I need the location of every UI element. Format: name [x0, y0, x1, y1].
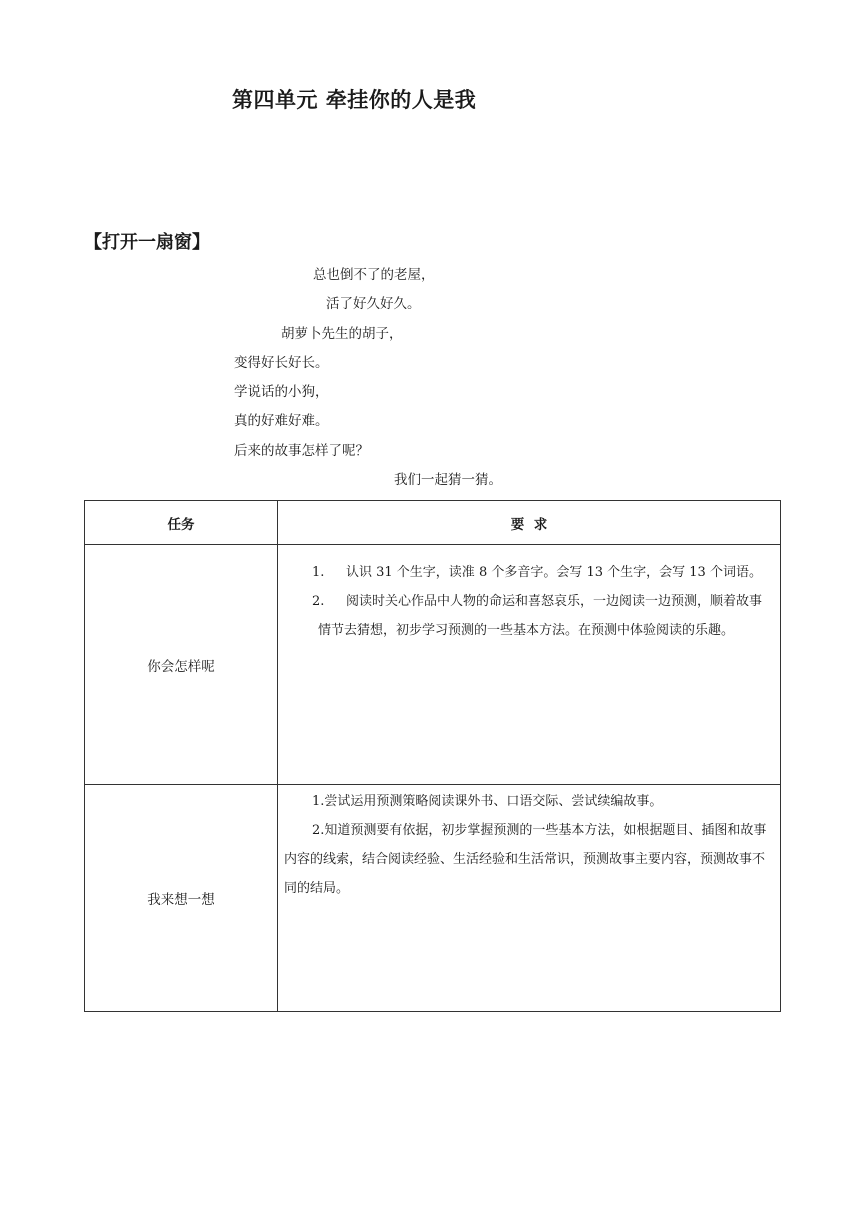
task-cell: 我来想一想 [85, 785, 278, 1012]
header-task: 任务 [85, 501, 278, 545]
item-number: 1. [312, 565, 325, 580]
requirements-table [84, 500, 781, 1012]
section-heading: 【打开一扇窗】 [84, 232, 210, 253]
item-number: 2. [312, 594, 325, 609]
header-requirements: 要 求 [278, 501, 781, 545]
poem-line: 活了好久好久。 [326, 296, 421, 312]
requirement-item: 2.知道预测要有依据，初步掌握预测的一些基本方法，如根据题目、插图和故事内容的线索，结合阅读经验、生活经验和生活常识，预测故事主要内容，预测故事不同的结局。 [284, 823, 767, 896]
poem-line: 真的好难好难。 [234, 413, 329, 429]
requirement-item [290, 558, 774, 587]
unit-title: 第四单元 牵挂你的人是我 [232, 88, 477, 112]
poem-line: 我们一起猜一猜。 [394, 472, 502, 488]
item-text: 认识 31 个生字，读准 8 个多音字。会写 13 个生字，会写 13 个词语。 [346, 565, 762, 580]
requirement-item [290, 587, 774, 645]
task-cell: 你会怎样呢 [85, 545, 278, 785]
item-text: 阅读时关心作品中人物的命运和喜怒哀乐，一边阅读一边预测，顺着故事情节去猜想，初步学习预测的一些基本方法。在预测中体验阅读的乐趣。 [318, 594, 763, 638]
table-header-row [85, 501, 781, 545]
requirements-cell [278, 545, 781, 785]
table-row [85, 545, 781, 785]
poem-line: 胡萝卜先生的胡子， [281, 326, 403, 342]
table-row [85, 785, 781, 1012]
poem-line: 后来的故事怎样了呢？ [234, 443, 369, 459]
poem-line: 学说话的小狗， [234, 384, 329, 400]
requirements-cell [278, 785, 781, 1012]
poem-line: 总也倒不了的老屋， [313, 267, 435, 283]
requirement-item: 1.尝试运用预测策略阅读课外书、口语交际、尝试续编故事。 [312, 794, 663, 809]
poem-line: 变得好长好长。 [234, 355, 329, 371]
